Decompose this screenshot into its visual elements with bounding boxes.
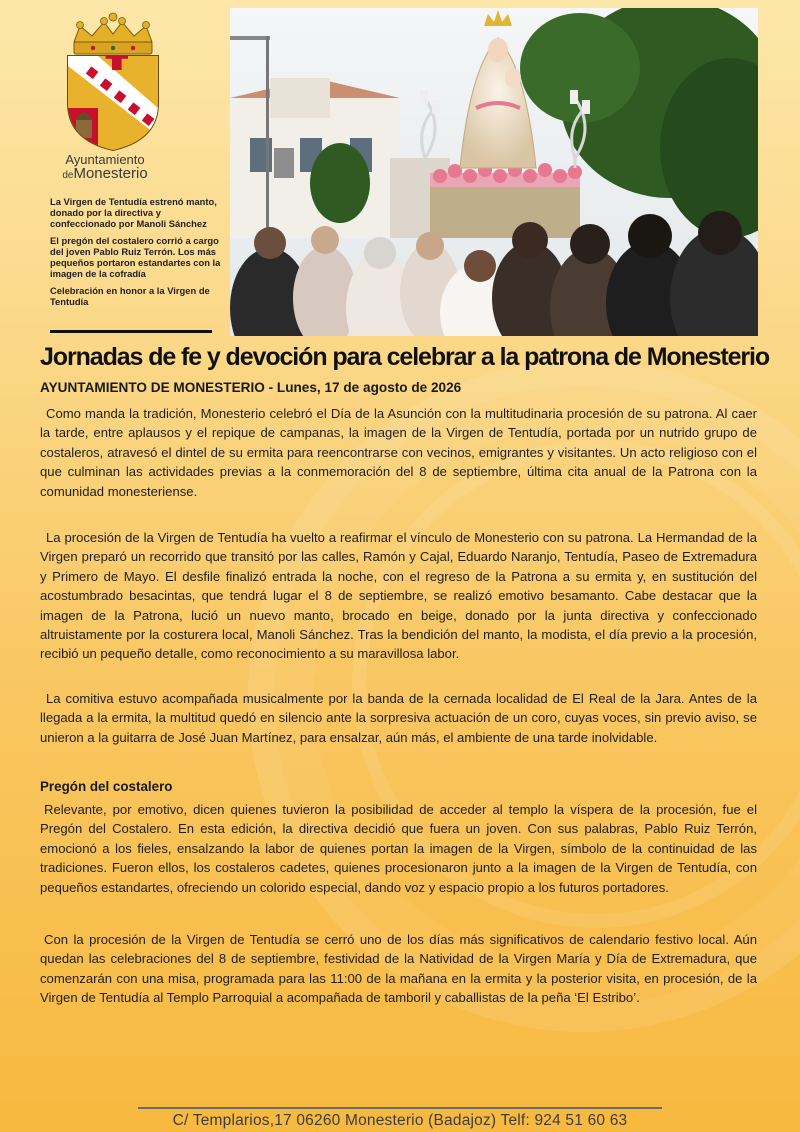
logo-line-2-name: Monesterio (73, 165, 148, 182)
coat-of-arms-logo (58, 8, 168, 157)
article-byline: AYUNTAMIENTO DE MONESTERIO - Lunes, 17 de agosto de 2026 (40, 380, 462, 395)
caption-divider (50, 330, 212, 333)
logo-line-1: Ayuntamiento (65, 152, 145, 167)
photo-captions (50, 196, 222, 313)
article-headline: Jornadas de fe y devoción para celebrar a la patrona de Monesterio (40, 343, 770, 371)
article-paragraph-5: Con la procesión de la Virgen de Tentudía se cerró uno de los días más significativos de calendario festivo local. Aún quedan las celebraciones del 8 de septiembre, festividad de la Natividad de la Virgen María y Día de Extremadura, que comenzarán con una misa, programada para las 11:00 de la mañana en la ermita y la posterior visita, en procesión, de la Virgen de Tentudía al Templo Parroquial a acompañada de tamboril y caballistas de la peña ‘El Estribo’. (40, 932, 757, 1006)
caption-1: La Virgen de Tentudía estrenó manto, donado por la directiva y confeccionado por Manoli Sánchez (50, 196, 217, 229)
coat-of-arms-icon (58, 8, 168, 153)
procession-photo-image (230, 8, 758, 336)
logo-name (40, 153, 170, 183)
footer-divider (138, 1107, 662, 1109)
article-paragraph-3: La comitiva estuvo acompañada musicalmente por la banda de la cernada localidad de El Real de la Jara. Antes de la llegada a la ermita, la multitud quedó en silencio ante la sorpresiva actuación de un coro, cuyas voces, sin previo aviso, se unieron a la guitarra de José Juan Martínez, para ensalzar, aún más, el ambiente de una tarde inolvidable. (40, 691, 757, 745)
article-paragraph-1: Como manda la tradición, Monesterio celebró el Día de la Asunción con la multitudinaria procesión de su patrona. Al caer la tarde, entre aplausos y el repique de campanas, la imagen de la Virgen de Tentudía, portada por un nutrido grupo de costaleros, atravesó el dintel de su ermita para reencontrarse con vecinos, emigrantes y visitantes. Un acto religioso con el que culminan las actividades previas a la conmemoración del 8 de septiembre, última cita anual de la Patrona con la comunidad monesteriense. (40, 406, 757, 499)
procession-photo (230, 8, 758, 336)
caption-2: El pregón del costalero corrió a cargo del joven Pablo Ruiz Terrón. Los más pequeños portaron estandartes con la imagen de la cofradía (50, 235, 221, 279)
article-paragraph-2: La procesión de la Virgen de Tentudía ha vuelto a reafirmar el vínculo de Monesterio con su patrona. La Hermandad de la Virgen preparó un recorrido que transitó por las calles, Ramón y Cajal, Eduardo Naranjo, Tentudía, Paseo de Extremadura y Primero de Mayo. El desfile finalizó entrada la noche, con el regreso de la Patrona a su ermita y, en sustitución del acostumbrado besacintas, que tendrá lugar el 8 de septiembre, se realizó emotivo besamanto. Cabe destacar que la imagen de la Patrona, lució un nuevo manto, brocado en beige, donado por la junta directiva y confeccionado altruistamente por la costurera local, Manoli Sánchez. Tras la bendición del manto, la modista, el día previo a la procesión, recibió un pequeño detalle, como reconocimiento a su maravillosa labor. (40, 530, 757, 662)
footer-address: C/ Templarios,17 06260 Monesterio (Badajoz) Telf: 924 51 60 63 (172, 1112, 628, 1129)
article-paragraph-4: Relevante, por emotivo, dicen quienes tuvieron la posibilidad de acceder al templo la víspera de la procesión, fue el Pregón del Costalero. En esta edición, la directiva decidió que fuera un joven. Con sus palabras, Pablo Ruiz Terrón, emocionó a los fieles, ensalzando la labor de quienes portan la imagen de la Virgen, símbolo de la continuidad de las tradiciones. Fueron ellos, los costaleros cadetes, quienes procesionaron junto a la imagen de la Virgen de Tentudía, con pequeños estandartes, ofreciendo un colorido especial, dando voz y espacio propio a los futuros portadores. (40, 802, 757, 895)
logo-line-2 (40, 167, 170, 183)
caption-3: Celebración en honor a la Virgen de Tentudía (50, 285, 210, 307)
logo-line-2-prefix: de (62, 170, 74, 181)
article-subhead: Pregón del costalero (40, 779, 173, 794)
